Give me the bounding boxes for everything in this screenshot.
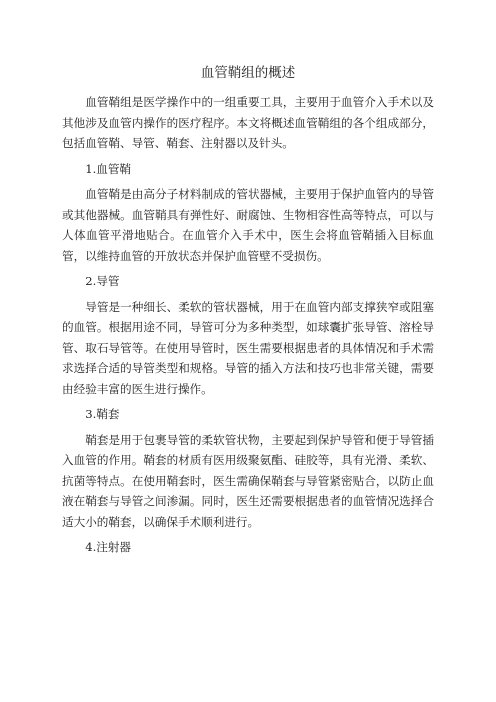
intro-paragraph: 血管鞘组是医学操作中的一组重要工具，主要用于血管介入手术以及其他涉及血管内操作的医疗程序。本文将概述血管鞘组的各个组成部分，包括血管鞘、导管、鞘套、注射器以及针头。 (62, 95, 434, 150)
section-body-sheath: 血管鞘是由高分子材料制成的管状器械，主要用于保护血管内的导管或其他器械。血管鞘具有弹性好、耐腐蚀、生物相容性高等特点，可以与人体血管平滑地贴合。在血管介入手术中，医生会将血管鞘插入目标血管，以维持血管的开放状态并保护血管壁不受损伤。 (62, 187, 434, 263)
document-content (62, 92, 434, 563)
section-heading-catheter: 2.导管 (85, 274, 120, 288)
section-heading-sheath: 1.血管鞘 (85, 161, 132, 176)
section-heading-sleeve: 3.鞘套 (85, 407, 120, 421)
section-body-sleeve: 鞘套是用于包裹导管的柔软管状物，主要起到保护导管和便于导管插入血管的作用。鞘套的材质有医用级聚氨酯、硅胶等，具有光滑、柔软、抗菌等特点。在使用鞘套时，医生需确保鞘套与导管紧密贴合，以防止血液在鞘套与导管之间渗漏。同时，医生还需要根据患者的血管情况选择合适大小的鞘套，以确保手术顺利进行。 (62, 432, 434, 529)
section-body-catheter: 导管是一种细长、柔软的管状器械，用于在血管内部支撑狭窄或阻塞的血管。根据用途不同，导管可分为多种类型，如球囊扩张导管、溶栓导管、取石导管等。在使用导管时，医生需要根据患者的具体情况和手术需求选择合适的导管类型和规格。导管的插入方法和技巧也非常关键，需要由经验丰富的医生进行操作。 (62, 299, 434, 396)
document-title: 血管鞘组的概述 (200, 65, 296, 81)
section-heading-syringe: 4.注射器 (85, 540, 132, 554)
